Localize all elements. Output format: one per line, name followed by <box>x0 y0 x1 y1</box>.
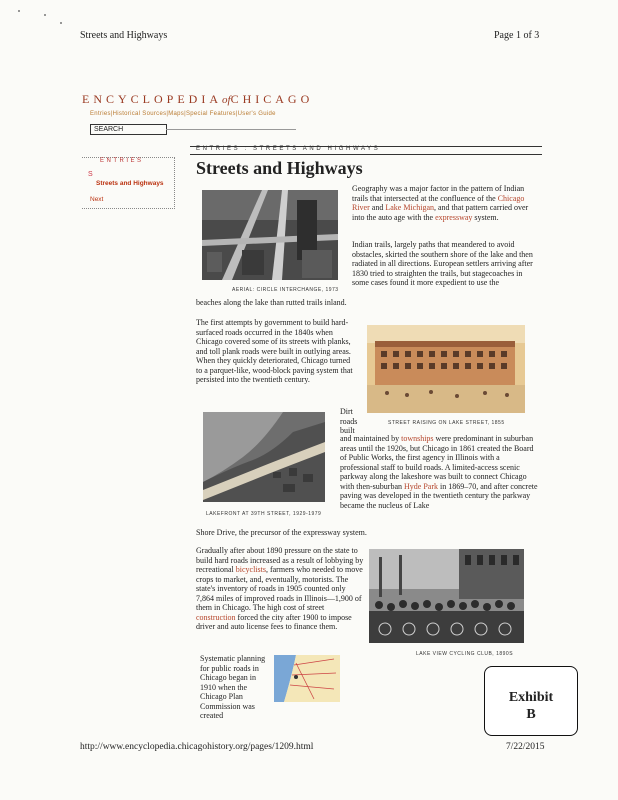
link-chicago-river[interactable]: Chicago River <box>352 193 525 212</box>
caption-lake-street: STREET RAISING ON LAKE STREET, 1855 <box>388 420 505 426</box>
paragraph-4: and maintained by townships were predominant in suburban areas until the 1920s, but Chicago in 1861 created the Board of Public Works, the first agency in Illinois with a professional staff to build roads. A limited-access scenic parkway along the lakeshore was built to connect Chicago with then-suburban Hyde Park in 1869–70, and after concrete paving was developed in the twentieth century the parkway became the nucleus of Lake <box>340 434 538 510</box>
article-title: Streets and Highways <box>196 158 363 178</box>
link-expressway[interactable]: expressway <box>435 212 473 222</box>
paragraph-6: Systematic planning for public roads in Chicago began in 1910 when the Chicago Plan Commission was created <box>200 654 266 720</box>
breadcrumb-rule-bottom <box>190 154 542 155</box>
site-nav-links[interactable]: Entries|Historical Sources|Maps|Special Features|User's Guide <box>90 111 276 117</box>
paragraph-3: The first attempts by government to build hard-surfaced roads occurred in the 1840s when Chicago covered some of its streets with planks, and toll plank roads were built in outlying areas. When they quickly deteriorated, Chicago turned to a parquet-like, wood-block paving system that persisted into the twentieth century. <box>196 318 353 384</box>
link-construction[interactable]: construction <box>196 612 236 622</box>
print-header-page: Page 1 of 3 <box>494 30 540 41</box>
sidebar-heading: ENTRIES <box>100 158 144 164</box>
paragraph-2: Indian trails, largely paths that meandered to avoid obstacles, skirted the southern shore of the lake and then radiated in all directions. European settlers arriving after 1830 tried to straighten the trails, but stagecoaches in some cases found it more expedient to use the <box>352 240 533 287</box>
link-hyde-park[interactable]: Hyde Park <box>404 481 438 491</box>
lake-street-photo <box>367 325 525 413</box>
lakefront-photo <box>203 412 325 502</box>
scan-speck <box>44 14 46 16</box>
link-lake-michigan[interactable]: Lake Michigan <box>385 203 434 212</box>
scan-speck <box>60 22 62 24</box>
aerial-interchange-photo <box>202 190 338 280</box>
print-header-title: Streets and Highways <box>80 30 168 41</box>
search-field[interactable] <box>166 129 296 130</box>
caption-cycling: LAKE VIEW CYCLING CLUB, 1890S <box>416 651 514 657</box>
print-footer-date: 7/22/2015 <box>506 742 545 752</box>
exhibit-stamp: Exhibit B <box>484 666 578 736</box>
scan-speck <box>18 10 20 12</box>
paragraph-2-continued: beaches along the lake than rutted trails inland. <box>196 298 347 307</box>
paragraph-4-lead: Dirt roads built <box>340 407 358 435</box>
sidebar-item-streets-and-highways[interactable]: Streets and Highways <box>96 180 164 187</box>
site-logo[interactable]: ENCYCLOPEDIAofCHICAGO <box>82 92 314 106</box>
link-bicyclists[interactable]: bicyclists <box>235 565 266 574</box>
breadcrumb: ENTRIES : STREETS AND HIGHWAYS <box>196 146 381 152</box>
sidebar-next-link[interactable]: Next <box>90 196 104 203</box>
paragraph-1: Geography was a major factor in the pattern of Indian trails that intersected at the confluence of the Chicago River and Lake Michigan, and that pattern carried over into the auto age with the expressway system. <box>352 184 529 222</box>
caption-aerial: AERIAL: CIRCLE INTERCHANGE, 1973 <box>232 287 339 293</box>
sidebar-letter[interactable]: S <box>88 171 93 178</box>
caption-lakefront: LAKEFRONT AT 39TH STREET, 1929-1979 <box>206 511 322 517</box>
print-footer-url: http://www.encyclopedia.chicagohistory.org/pages/1209.html <box>80 742 314 752</box>
search-button[interactable]: SEARCH <box>90 124 167 135</box>
paragraph-5: Gradually after about 1890 pressure on the state to build hard roads increased as a result of lobbying by recreational bicyclists, farmers who needed to move crops to market, and, eventually, motorists. The state's inventory of roads in 1905 counted only 7,864 miles of improved roads in Illinois—1,900 of them in Chicago. The high cost of street construction forced the city after 1900 to impose driver and auto license fees to finance them. <box>196 546 364 631</box>
plan-map-thumbnail <box>274 655 340 702</box>
link-townships[interactable]: townships <box>401 434 434 443</box>
paragraph-4-continued: Shore Drive, the precursor of the expressway system. <box>196 528 367 537</box>
cycling-club-photo <box>369 549 524 643</box>
